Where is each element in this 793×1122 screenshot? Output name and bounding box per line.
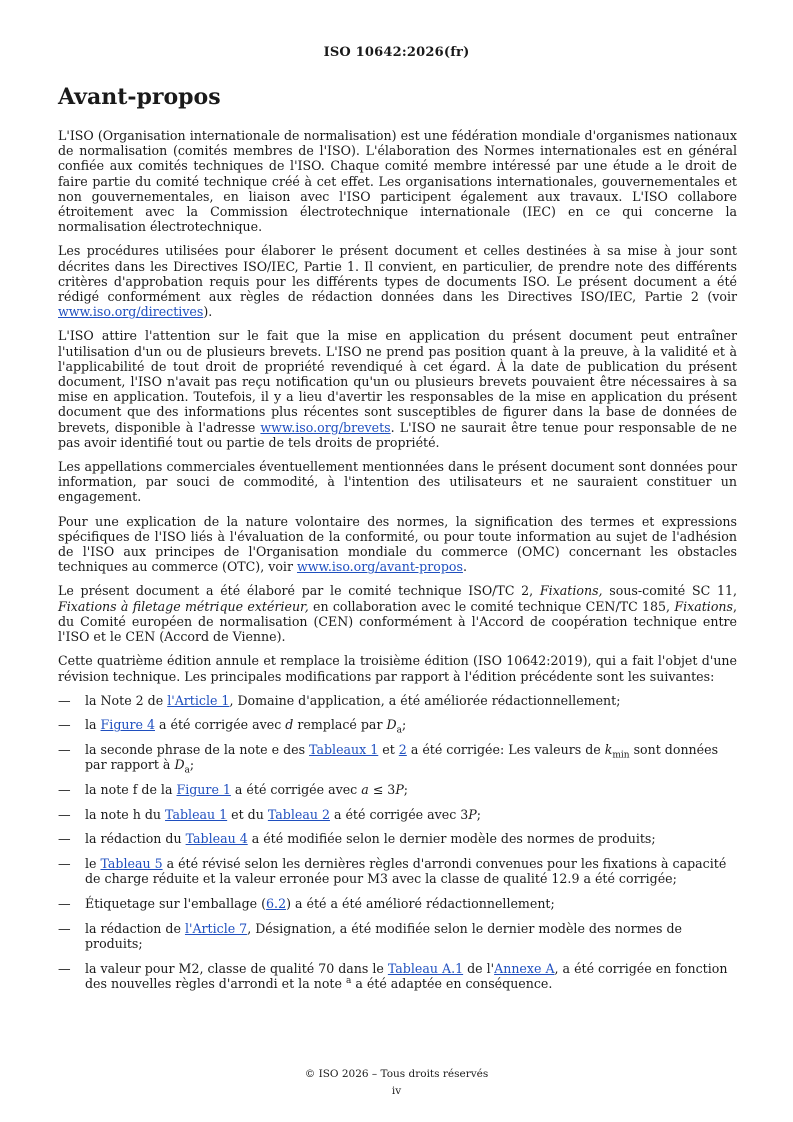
list-item xyxy=(58,856,737,886)
item-text: la xyxy=(85,717,101,733)
item-text: la valeur pour M2, classe de qualité 70 dans le xyxy=(85,960,388,976)
paragraph-text: L'ISO attire l'attention sur le fait que la mise en application du présent document peut entraîner l'utilisation d'un ou de plusieurs brevets. L'ISO ne prend pas position quant à la preuve, à la validité et à l'applicabilité de tout droit de propriété revendiqué à cet égard. À la date de publication du présent document, l'ISO n'avait pas reçu notification qu'un ou plusieurs brevets pouvaient être nécessaires à sa mise en application. Toutefois, il y a lieu d'avertir les responsables de la mise en application du présent document que des informations plus récentes sont susceptibles de figurer dans la base de données de brevets, disponible à l'adresse xyxy=(58,328,737,435)
math-symbol: k xyxy=(604,742,613,758)
annex-a-link[interactable]: Annexe A xyxy=(494,960,555,976)
dash-marker: — xyxy=(58,742,71,758)
item-text: la rédaction de xyxy=(85,920,185,936)
item-text: la Note 2 de xyxy=(85,692,168,708)
item-text: a été corrigée avec 3 xyxy=(329,806,469,822)
list-item xyxy=(58,807,737,822)
paragraph-text: ). xyxy=(203,304,213,320)
item-text: a été révisé selon les dernières règles d'arrondi convenues pour les fixations à capacité de charge réduite et la valeur erronée pour M3 avec la classe de qualité 12.9 a été corrigée; xyxy=(85,856,727,887)
list-item xyxy=(58,717,737,736)
dash-marker: — xyxy=(58,806,71,822)
paragraph-text: Le présent document a été élaboré par le comité technique ISO/TC 2, xyxy=(58,583,540,599)
item-text: et xyxy=(378,742,399,758)
math-symbol: P xyxy=(468,806,477,822)
paragraph-text: . L'ISO ne saurait être tenue pour responsable de ne pas avoir identifié tout ou partie de tels droits de propriété. xyxy=(58,419,737,450)
item-text: la note f de la xyxy=(85,782,177,798)
math-subscript: a xyxy=(396,725,402,736)
foreword-link[interactable]: www.iso.org/avant-propos xyxy=(296,559,463,575)
math-symbol: a xyxy=(361,782,369,798)
list-item xyxy=(58,961,737,991)
list-item xyxy=(58,782,737,797)
table-4-link[interactable]: Tableau 4 xyxy=(185,831,248,847)
dash-marker: — xyxy=(58,782,71,798)
item-text: la seconde phrase de la note e des xyxy=(85,742,310,758)
item-text: et du xyxy=(227,806,268,822)
item-text: a été modifiée selon le dernier modèle des normes de produits; xyxy=(247,831,656,847)
table-a1-link[interactable]: Tableau A.1 xyxy=(387,960,464,976)
item-text: le xyxy=(85,856,101,872)
paragraph-edition: Cette quatrième édition annule et remplace la troisième édition (ISO 10642:2019), qui a fait l'objet d'une révision technique. Les principales modifications par rapport à l'édition précédente sont les suivantes: xyxy=(58,653,737,684)
math-symbol: d xyxy=(285,717,294,733)
list-item xyxy=(58,831,737,846)
table-2-link[interactable]: Tableau 2 xyxy=(267,806,330,822)
patents-link[interactable]: www.iso.org/brevets xyxy=(260,419,391,435)
item-text: ) a été a été amélioré rédactionnellement; xyxy=(286,896,555,912)
math-symbol: D xyxy=(174,757,185,773)
item-text: a été adaptée en conséquence. xyxy=(351,975,553,991)
paragraph-text: sous-comité SC 11, xyxy=(602,583,737,599)
item-text: Étiquetage sur l'emballage ( xyxy=(85,896,267,912)
page-number: iv xyxy=(391,1085,402,1097)
committee-title: Fixations, xyxy=(539,583,603,599)
paragraph-text: Pour une explication de la nature volontaire des normes, la signification des termes et expressions spécifiques de l'ISO liés à l'évaluation de la conformité, ou pour toute information au sujet de l'adhésion de l'ISO aux principes de l'Organisation mondiale du commerce (OMC) concernant les obstacles techniques au commerce (OTC), voir xyxy=(58,513,737,575)
item-text: , Désignation, a été modifiée selon le dernier modèle des normes de produits; xyxy=(85,920,682,951)
dash-marker: — xyxy=(58,692,71,708)
table-2-link[interactable]: 2 xyxy=(398,742,407,758)
figure-1-link[interactable]: Figure 1 xyxy=(176,782,231,798)
paragraph-voluntary-nature xyxy=(58,514,737,575)
paragraph-text: Les procédures utilisées pour élaborer le présent document et celles destinées à sa mise à jour sont décrites dans les Directives ISO/IEC, Partie 1. Il convient, en particulier, de prendre note des différents critères d'approbation requis pour les différents types de documents ISO. Le présent document a été rédigé conformément aux règles de rédaction données dans les Directives ISO/IEC, Partie 2 (voir xyxy=(58,243,737,305)
article-1-link[interactable]: l'Article 1 xyxy=(167,692,230,708)
subcommittee-title: Fixations à filetage métrique extérieur, xyxy=(58,598,309,614)
paragraph-text: , du Comité européen de normalisation (CEN) conformément à l'Accord de coopération technique entre l'ISO et le CEN (Accord de Vienne). xyxy=(58,598,737,645)
paragraph-text: en collaboration avec le comité technique CEN/TC 185, xyxy=(308,598,675,614)
tables-1-link[interactable]: Tableaux 1 xyxy=(309,742,379,758)
item-text: , a été corrigée en fonction des nouvelles règles d'arrondi et la note xyxy=(85,960,728,991)
item-text: a été corrigée avec xyxy=(230,782,362,798)
article-7-link[interactable]: l'Article 7 xyxy=(184,920,248,936)
clause-6-2-link[interactable]: 6.2 xyxy=(266,896,287,912)
table-5-link[interactable]: Tableau 5 xyxy=(100,856,163,872)
list-item xyxy=(58,896,737,911)
table-1-link[interactable]: Tableau 1 xyxy=(165,806,228,822)
dash-marker: — xyxy=(58,856,71,872)
copyright-notice: © ISO 2026 – Tous droits réservés xyxy=(304,1068,489,1080)
cen-committee-title: Fixations xyxy=(674,598,733,614)
footnote-marker: a xyxy=(345,975,352,986)
math-subscript: min xyxy=(612,750,630,761)
dash-marker: — xyxy=(58,896,71,912)
paragraph-iso-intro: L'ISO (Organisation internationale de normalisation) est une fédération mondiale d'organismes nationaux de normalisation (comités membres de l'ISO). L'élaboration des Normes internationales est en général confiée aux comités techniques de l'ISO. Chaque comité membre intéressé par une étude a le droit de faire partie du comité technique créé à cet effet. Les organisations internationales, gouvernementales et non gouvernementales, en liaison avec l'ISO participent également aux travaux. L'ISO collabore étroitement avec la Commission électrotechnique internationale (IEC) en ce qui concerne la normalisation électrotechnique. xyxy=(58,128,737,235)
item-text: la note h du xyxy=(85,806,166,822)
item-text: , Domaine d'application, a été améliorée rédactionnellement; xyxy=(229,692,621,708)
math-subscript: a xyxy=(184,765,190,776)
list-item xyxy=(58,693,737,708)
paragraph-committee xyxy=(58,583,737,644)
item-text: ≤ 3 xyxy=(368,782,396,798)
dash-marker: — xyxy=(58,960,71,976)
paragraph-procedures xyxy=(58,243,737,319)
dash-marker: — xyxy=(58,831,71,847)
figure-4-link[interactable]: Figure 4 xyxy=(100,717,155,733)
item-text: ; xyxy=(403,782,409,798)
dash-marker: — xyxy=(58,920,71,936)
math-symbol: D xyxy=(386,717,397,733)
item-text: a été corrigée avec xyxy=(154,717,286,733)
item-text: ; xyxy=(401,717,407,733)
page-footer xyxy=(0,1066,793,1100)
list-item xyxy=(58,921,737,951)
document-id-header: ISO 10642:2026(fr) xyxy=(323,45,470,60)
item-text: a été corrigée: Les valeurs de xyxy=(406,742,605,758)
item-text: de l' xyxy=(463,960,495,976)
item-text: remplacé par xyxy=(293,717,387,733)
paragraph-text: . xyxy=(462,559,467,575)
directives-link[interactable]: www.iso.org/directives xyxy=(58,304,204,320)
document-body xyxy=(58,128,737,1001)
paragraph-trade-names: Les appellations commerciales éventuellement mentionnées dans le présent document sont données pour information, par souci de commodité, à l'intention des utilisateurs et ne sauraient constituer un engagement. xyxy=(58,459,737,505)
page-title: Avant-propos xyxy=(58,84,221,110)
item-text: ; xyxy=(189,757,195,773)
math-symbol: P xyxy=(395,782,404,798)
dash-marker: — xyxy=(58,717,71,733)
item-text: la rédaction du xyxy=(85,831,186,847)
item-text: ; xyxy=(476,806,482,822)
list-item xyxy=(58,742,737,776)
changes-list xyxy=(58,693,737,991)
item-text: sont données par rapport à xyxy=(85,742,719,773)
paragraph-patents xyxy=(58,328,737,450)
